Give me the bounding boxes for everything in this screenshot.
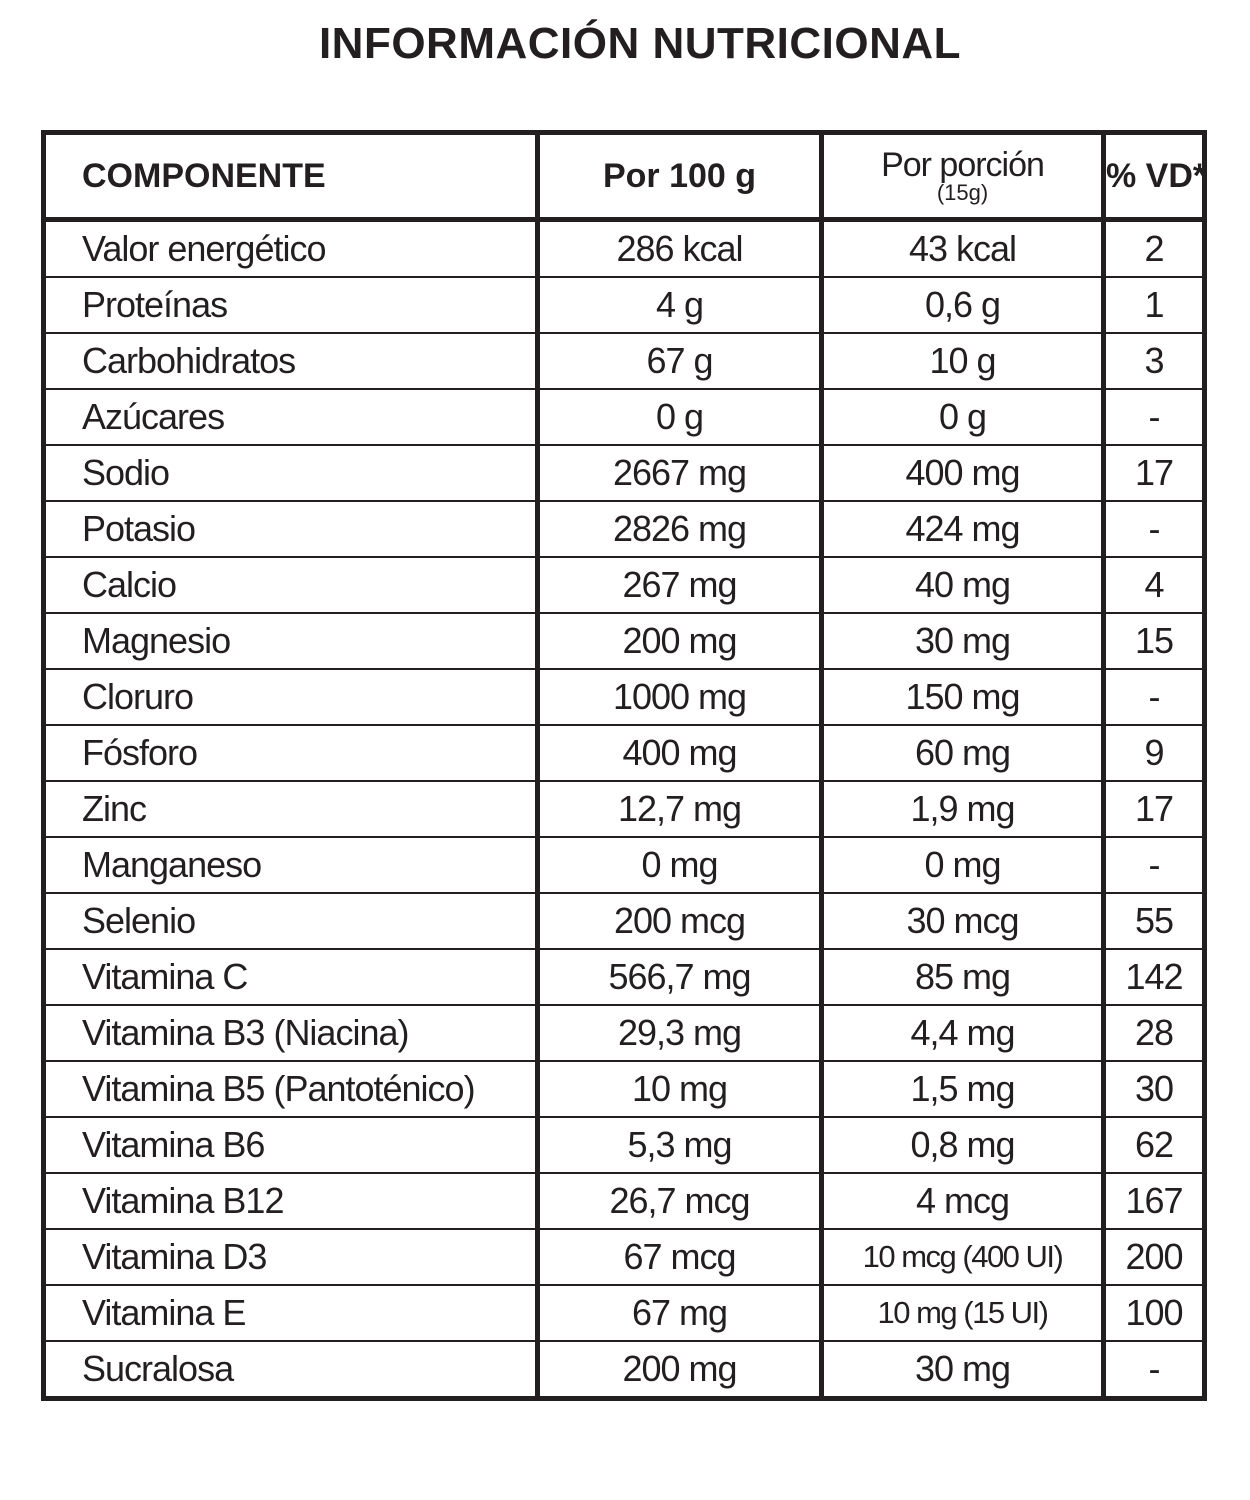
row-per-100g-cell: 200 mg: [538, 613, 822, 669]
row-component-cell: Vitamina B5 (Pantoténico): [44, 1061, 538, 1117]
row-component-cell: Magnesio: [44, 613, 538, 669]
row-per-portion-cell: 60 mg: [822, 725, 1104, 781]
row-per-portion-cell: 10 mcg (400 UI): [822, 1229, 1104, 1285]
row-per-100g-cell: 10 mg: [538, 1061, 822, 1117]
row-per-portion-cell: 10 mg (15 UI): [822, 1285, 1104, 1341]
row-per-portion-cell: 0 mg: [822, 837, 1104, 893]
table-row: [44, 613, 1205, 669]
row-per-100g-cell: 2667 mg: [538, 445, 822, 501]
row-vd-cell: -: [1104, 837, 1205, 893]
row-vd-cell: -: [1104, 1341, 1205, 1399]
row-per-100g-cell: 200 mg: [538, 1341, 822, 1399]
row-component-cell: Fósforo: [44, 725, 538, 781]
table-row: [44, 389, 1205, 445]
row-component-cell: Vitamina C: [44, 949, 538, 1005]
row-per-portion-cell: 0,6 g: [822, 277, 1104, 333]
header-vd: % VD*: [1104, 133, 1205, 220]
row-vd-cell: 17: [1104, 781, 1205, 837]
row-vd-cell: 15: [1104, 613, 1205, 669]
row-per-100g-cell: 400 mg: [538, 725, 822, 781]
row-per-portion-cell: 4,4 mg: [822, 1005, 1104, 1061]
row-vd-cell: -: [1104, 501, 1205, 557]
row-component-cell: Vitamina E: [44, 1285, 538, 1341]
table-row: [44, 1285, 1205, 1341]
table-row: [44, 837, 1205, 893]
row-per-100g-cell: 2826 mg: [538, 501, 822, 557]
row-vd-cell: 28: [1104, 1005, 1205, 1061]
row-per-portion-cell: 4 mcg: [822, 1173, 1104, 1229]
row-vd-cell: 100: [1104, 1285, 1205, 1341]
row-component-cell: Sodio: [44, 445, 538, 501]
row-per-portion-cell: 30 mg: [822, 1341, 1104, 1399]
header-per-portion-size: (15g): [936, 180, 989, 205]
table-row: [44, 1005, 1205, 1061]
table-row: [44, 277, 1205, 333]
row-component-cell: Vitamina B3 (Niacina): [44, 1005, 538, 1061]
table-row: [44, 1117, 1205, 1173]
table-header-row: [44, 133, 1205, 220]
row-per-100g-cell: 286 kcal: [538, 220, 822, 278]
table-row: [44, 557, 1205, 613]
row-per-portion-cell: 400 mg: [822, 445, 1104, 501]
row-per-portion-cell: 40 mg: [822, 557, 1104, 613]
row-per-portion-cell: 43 kcal: [822, 220, 1104, 278]
table-body: [44, 220, 1205, 1399]
table-row: [44, 1173, 1205, 1229]
row-per-100g-cell: 200 mcg: [538, 893, 822, 949]
page-title: INFORMACIÓN NUTRICIONAL: [318, 19, 962, 68]
row-per-portion-cell: 85 mg: [822, 949, 1104, 1005]
row-component-cell: Potasio: [44, 501, 538, 557]
table-row: [44, 1341, 1205, 1399]
table-row: [44, 333, 1205, 389]
row-per-100g-cell: 4 g: [538, 277, 822, 333]
row-per-100g-cell: 26,7 mcg: [538, 1173, 822, 1229]
header-component: COMPONENTE: [44, 133, 538, 220]
table-row: [44, 445, 1205, 501]
row-per-100g-cell: 1000 mg: [538, 669, 822, 725]
row-vd-cell: 142: [1104, 949, 1205, 1005]
row-vd-cell: 9: [1104, 725, 1205, 781]
row-component-cell: Vitamina D3: [44, 1229, 538, 1285]
row-per-portion-cell: 1,9 mg: [822, 781, 1104, 837]
row-component-cell: Manganeso: [44, 837, 538, 893]
table-row: [44, 1229, 1205, 1285]
row-per-100g-cell: 67 mg: [538, 1285, 822, 1341]
table-row: [44, 949, 1205, 1005]
row-vd-cell: 17: [1104, 445, 1205, 501]
row-per-100g-cell: 67 mcg: [538, 1229, 822, 1285]
table-row: [44, 669, 1205, 725]
row-per-100g-cell: 29,3 mg: [538, 1005, 822, 1061]
row-component-cell: Carbohidratos: [44, 333, 538, 389]
row-per-portion-cell: 1,5 mg: [822, 1061, 1104, 1117]
row-per-100g-cell: 12,7 mg: [538, 781, 822, 837]
row-vd-cell: 2: [1104, 220, 1205, 278]
row-per-portion-cell: 30 mg: [822, 613, 1104, 669]
header-per-100g: Por 100 g: [538, 133, 822, 220]
row-vd-cell: 167: [1104, 1173, 1205, 1229]
row-component-cell: Sucralosa: [44, 1341, 538, 1399]
table-row: [44, 725, 1205, 781]
row-component-cell: Azúcares: [44, 389, 538, 445]
header-per-portion-label: Por porción: [881, 146, 1044, 184]
row-component-cell: Selenio: [44, 893, 538, 949]
row-vd-cell: 62: [1104, 1117, 1205, 1173]
table-row: [44, 501, 1205, 557]
row-component-cell: Cloruro: [44, 669, 538, 725]
row-vd-cell: 3: [1104, 333, 1205, 389]
row-per-100g-cell: 566,7 mg: [538, 949, 822, 1005]
row-vd-cell: 30: [1104, 1061, 1205, 1117]
row-vd-cell: 4: [1104, 557, 1205, 613]
table-row: [44, 893, 1205, 949]
row-per-portion-cell: 424 mg: [822, 501, 1104, 557]
table-row: [44, 781, 1205, 837]
row-vd-cell: 1: [1104, 277, 1205, 333]
row-component-cell: Calcio: [44, 557, 538, 613]
row-per-portion-cell: 150 mg: [822, 669, 1104, 725]
row-vd-cell: -: [1104, 669, 1205, 725]
row-per-portion-cell: 30 mcg: [822, 893, 1104, 949]
row-per-100g-cell: 5,3 mg: [538, 1117, 822, 1173]
row-vd-cell: 55: [1104, 893, 1205, 949]
row-per-portion-cell: 0 g: [822, 389, 1104, 445]
row-per-100g-cell: 0 mg: [538, 837, 822, 893]
row-vd-cell: 200: [1104, 1229, 1205, 1285]
row-per-100g-cell: 267 mg: [538, 557, 822, 613]
table-row: [44, 220, 1205, 278]
row-vd-cell: -: [1104, 389, 1205, 445]
header-per-portion: [822, 133, 1104, 220]
row-per-100g-cell: 67 g: [538, 333, 822, 389]
row-component-cell: Valor energético: [44, 220, 538, 278]
row-per-portion-cell: 0,8 mg: [822, 1117, 1104, 1173]
row-component-cell: Proteínas: [44, 277, 538, 333]
row-per-100g-cell: 0 g: [538, 389, 822, 445]
nutrition-table: [41, 130, 1207, 1401]
table-row: [44, 1061, 1205, 1117]
row-component-cell: Zinc: [44, 781, 538, 837]
row-per-portion-cell: 10 g: [822, 333, 1104, 389]
row-component-cell: Vitamina B6: [44, 1117, 538, 1173]
row-component-cell: Vitamina B12: [44, 1173, 538, 1229]
